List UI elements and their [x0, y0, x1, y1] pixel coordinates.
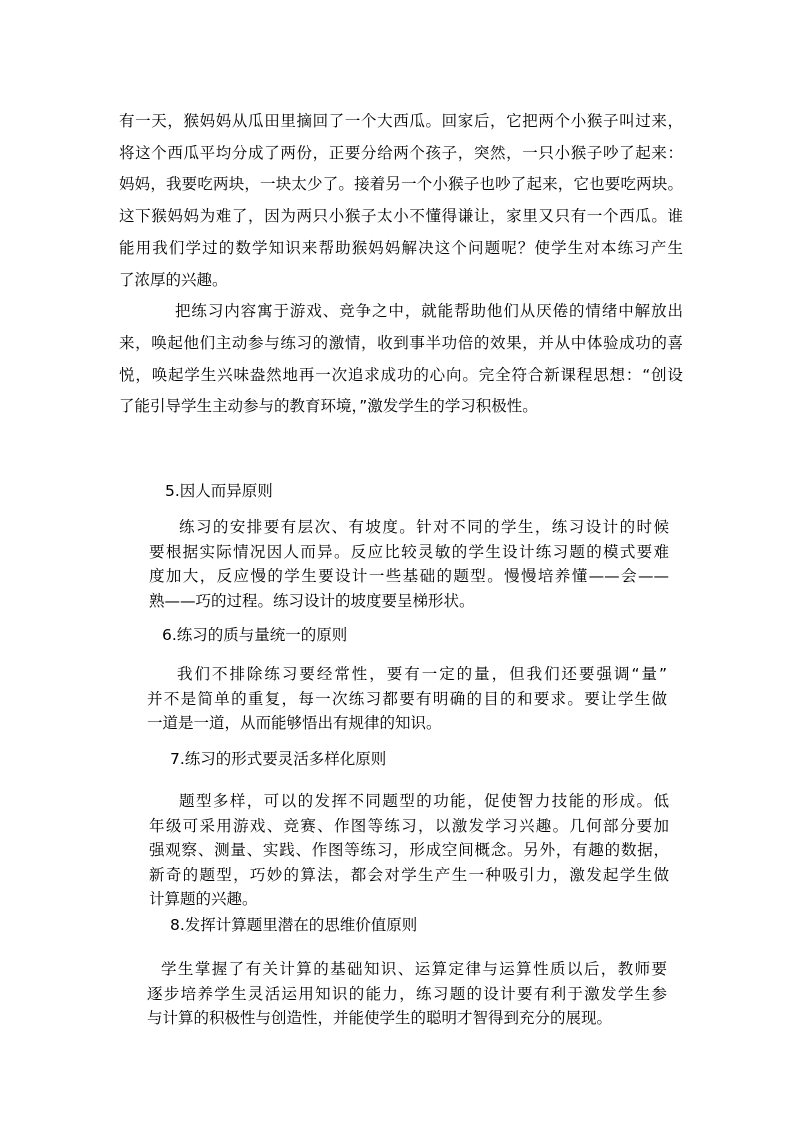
paragraph-line: 熟——巧的过程。练习设计的坡度要呈梯形状。 [149, 591, 475, 610]
section-heading: 8.发挥计算题里潜在的思维价值原则 [170, 916, 418, 934]
paragraph-line: 有一天，猴妈妈从瓜田里摘回了一个大西瓜。回家后，它把两个小猴子叫过来， [119, 112, 683, 130]
paragraph-line: 将这个西瓜平均分成了两份，正要分给两个孩子，突然，一只小猴子吵了起来： [119, 143, 683, 162]
paragraph-line: 把练习内容寓于游戏、竞争之中，就能帮助他们从厌倦的情绪中解放出 [175, 302, 683, 321]
paragraph-line: 能用我们学过的数学知识来帮助猴妈妈解决这个问题呢？使学生对本练习产生 [119, 238, 683, 257]
paragraph-line: 一道是一道，从而能够悟出有规律的知识。 [147, 714, 442, 732]
paragraph-line: 年级可采用游戏、竞赛、作图等练习，以激发学习兴趣。几何部分要加 [149, 816, 669, 835]
section-heading: 5.因人而异原则 [165, 482, 273, 500]
paragraph-line: 妈妈，我要吃两块，一块太少了。接着另一个小猴子也吵了起来，它也要吃两块。 [119, 175, 683, 194]
section-heading: 6.练习的质与量统一的原则 [162, 626, 348, 644]
section-paragraph [149, 789, 669, 912]
section-paragraph [147, 662, 667, 736]
paragraph-line: 练习的安排要有层次、有坡度。针对不同的学生，练习设计的时候 [179, 518, 669, 536]
paragraph-line: 度加大，反应慢的学生要设计一些基础的题型。慢慢培养懂——会—— [149, 567, 669, 585]
paragraph-line: 逐步培养学生灵活运用知识的能力，练习题的设计要有利于激发学生参 [147, 984, 667, 1003]
paragraph-line: 来，唤起他们主动参与练习的激情，收到事半功倍的效果，并从中体验成功的喜 [119, 333, 683, 352]
paragraph-line: 了浓厚的兴趣。 [119, 270, 228, 289]
paragraph-line: 强观察、测量、实践、作图等练习，形成空间概念。另外，有趣的数据， [149, 841, 669, 859]
paragraph-line: 并不是简单的重复，每一次练习都要有明确的目的和要求。要让学生做 [147, 689, 667, 708]
paragraph-line: 要根据实际情况因人而异。反应比较灵敏的学生设计练习题的模式要难 [149, 542, 669, 561]
paragraph-line: 与计算的积极性与创造性，并能使学生的聪明才智得到充分的展现。 [147, 1009, 613, 1027]
paragraph-line: 这下猴妈妈为难了，因为两只小猴子太小不懂得谦让，家里又只有一个西瓜。谁 [119, 207, 683, 226]
story-paragraph [119, 106, 683, 423]
paragraph-line: 悦，唤起学生兴味盎然地再一次追求成功的心向。完全符合新课程思想：“创设 [119, 365, 683, 384]
paragraph-line: 题型多样，可以的发挥不同题型的功能，促使智力技能的形成。低 [179, 792, 669, 810]
paragraph-line: 了能引导学生主动参与的教育环境，”激发学生的学习积极性。 [119, 397, 538, 416]
paragraph-line: 学生掌握了有关计算的基础知识、运算定律与运算性质以后，教师要 [161, 960, 667, 978]
paragraph-line: 我们不排除练习要经常性，要有一定的量，但我们还要强调“量” [177, 665, 667, 683]
paragraph-line: 计算题的兴趣。 [149, 890, 258, 908]
paragraph-line: 新奇的题型，巧妙的算法，都会对学生产生一种吸引力，激发起学生做 [149, 865, 669, 884]
section-paragraph [149, 515, 669, 613]
section-heading: 7.练习的形式要灵活多样化原则 [170, 750, 387, 768]
section-paragraph [147, 957, 667, 1031]
